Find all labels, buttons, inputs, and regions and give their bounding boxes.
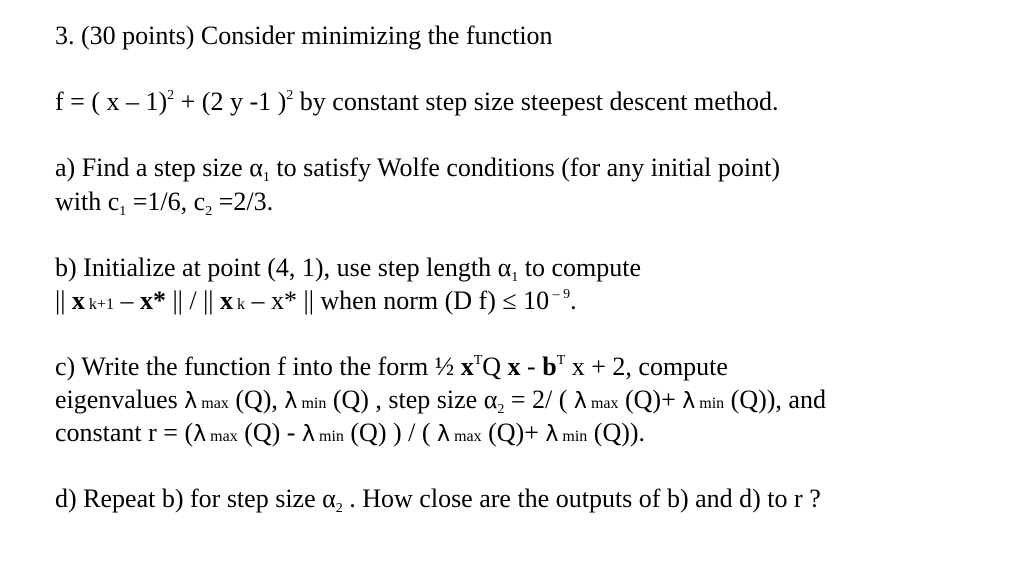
part-a-line-1: a) Find a step size $\alpha_1$ to satisfy Wolfe conditions (for any initial point)	[55, 153, 780, 185]
part-b-line-1: b) Initialize at point (4, 1), use step length $\alpha_1$ to compute	[55, 253, 641, 285]
part-c-line-1: c) Write the function f into the form ½ $x^TQ$ x - $b^T$ x + 2, compute	[55, 352, 728, 381]
part-c-line-3: constant r = (λ max (Q) - λ min (Q) ) / ( λ max (Q)+ λ min (Q)).	[55, 418, 646, 447]
problem-title: 3. (30 points) Consider minimizing the function	[55, 21, 553, 50]
part-d-line: d) Repeat b) for step size $\alpha_2$ . How close are the outputs of b) and d) to r ?	[55, 484, 821, 516]
part-b-line-2: || x k+1 – x* || / || x k – x* || when norm (D f) ≤ 10 $^{- 9}$.	[55, 286, 577, 315]
part-c-line-2: eigenvalues λ max (Q), λ min (Q) , step size $\alpha_2 = 2/$ ( λ max (Q)+ λ min (Q)), and	[55, 385, 826, 417]
function-definition: f = ( x – 1)$^2$ + (2 y -1 )$^2$ by constant step size steepest descent method.	[55, 87, 779, 116]
part-a-line-2: with $c_1 =1/6$, $c_2 =2/3$.	[55, 187, 274, 219]
